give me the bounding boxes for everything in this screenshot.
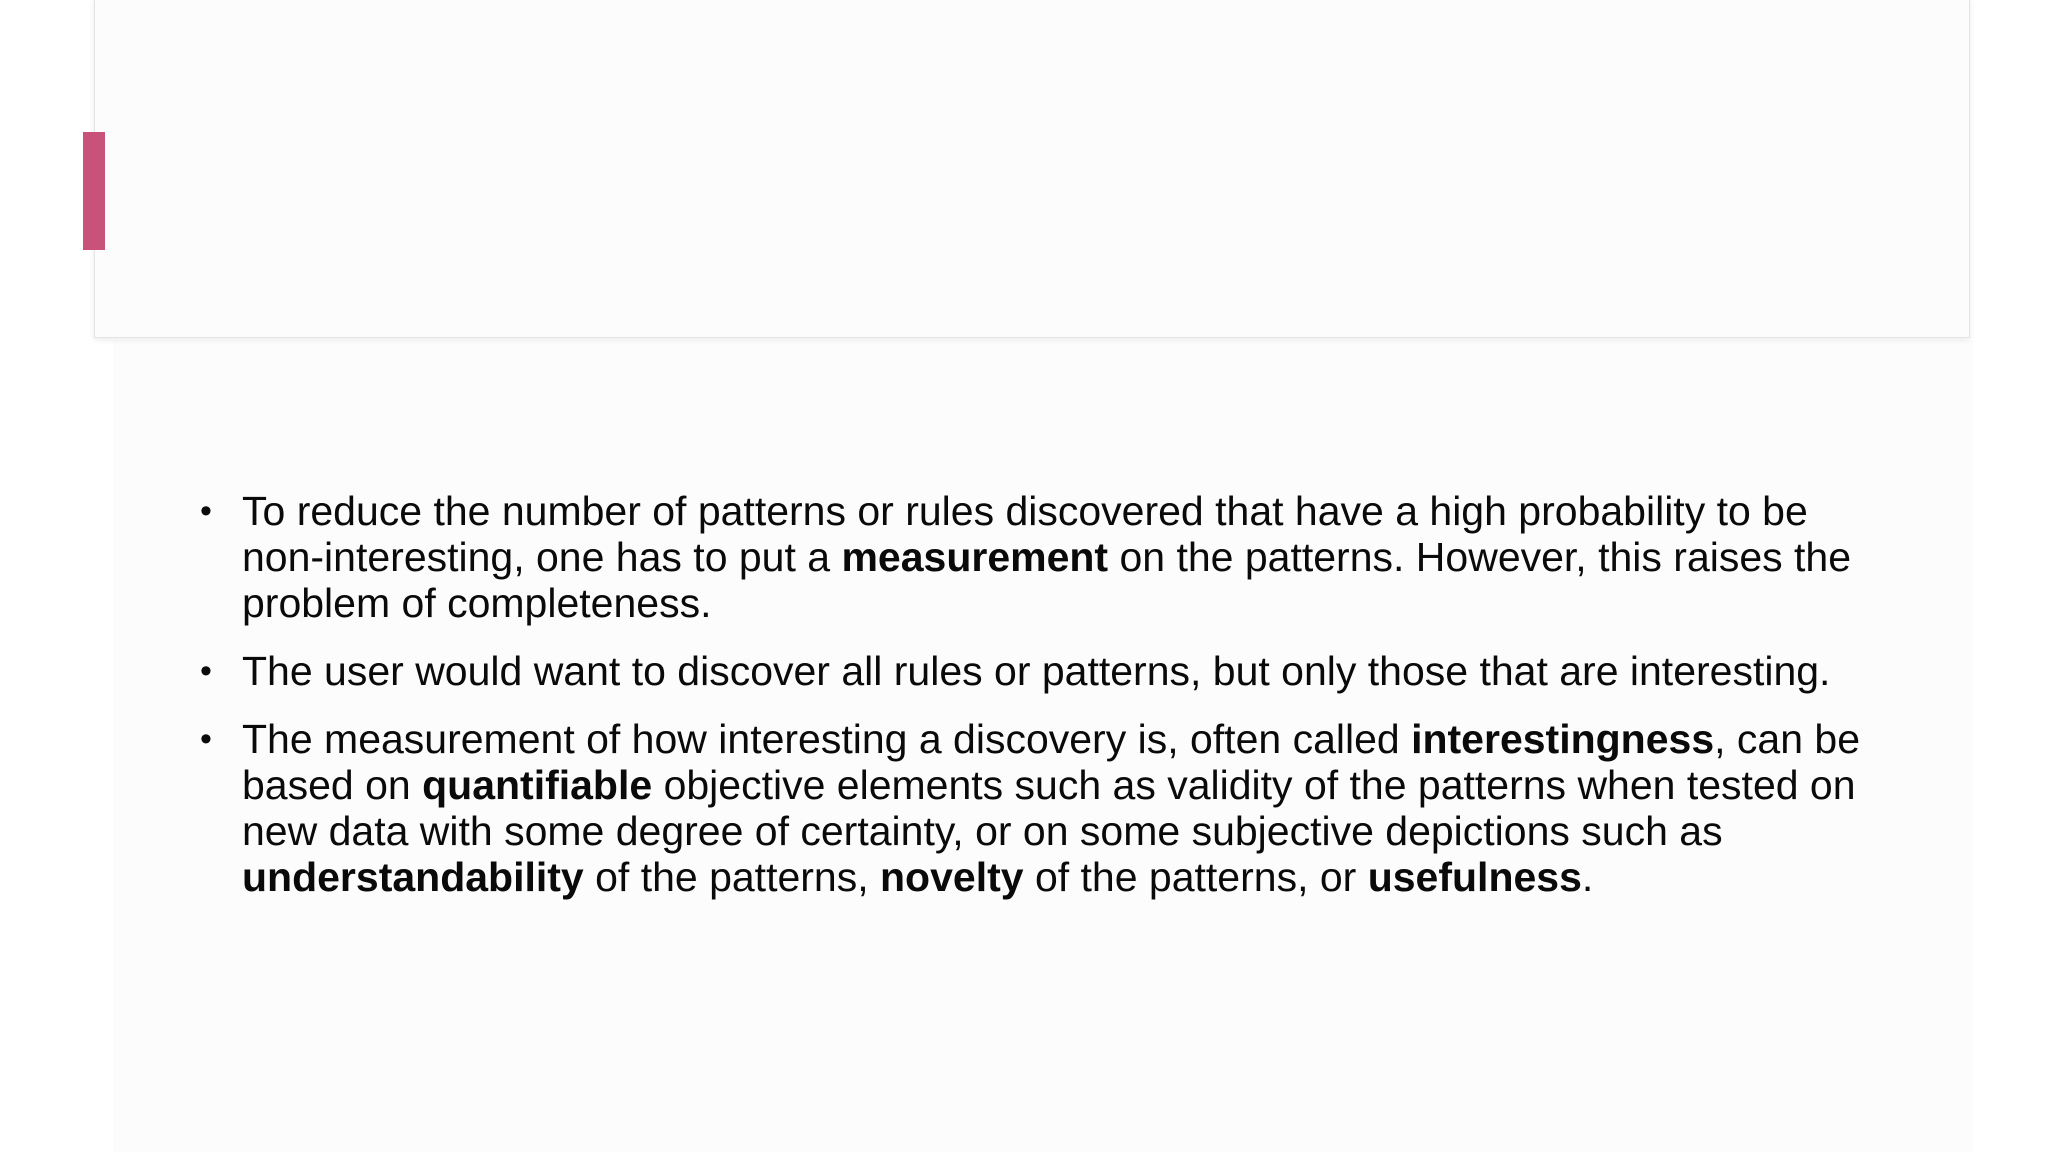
text-segment: of the patterns, (583, 854, 881, 900)
text-segment: objective elements such as validity of the patterns when tested on new data with some degree of certainty, or on some subjective depictions such as (242, 762, 1856, 854)
bullet-list (200, 488, 1900, 922)
bold-term-quantifiable: quantifiable (422, 762, 653, 808)
bold-term-interestingness: interestingness (1411, 716, 1715, 762)
bullet-item (200, 648, 1900, 694)
text-segment: on the patterns. However, this raises the problem of completeness. (242, 534, 1852, 626)
bullet-marker: • (200, 652, 212, 690)
text-segment: of the patterns, or (1023, 854, 1368, 900)
text-segment: To reduce the number of patterns or rules discovered that have a high probability to be non-interesting, one has to put a (242, 488, 1808, 580)
bullet-text (242, 716, 1860, 900)
bullet-marker: • (200, 720, 212, 758)
bullet-text (242, 648, 1830, 694)
text-segment: . (1581, 854, 1594, 900)
text-segment: The measurement of how interesting a discovery is, often called (242, 716, 1412, 762)
bullet-text (242, 488, 1851, 626)
bold-term-understandability: understandability (242, 854, 584, 900)
bullet-item (200, 488, 1900, 626)
text-segment: The user would want to discover all rules or patterns, but only those that are interesting. (242, 648, 1831, 694)
accent-bar (83, 132, 105, 250)
bullet-marker: • (200, 492, 212, 530)
bold-term-measurement: measurement (841, 534, 1109, 580)
bold-term-novelty: novelty (880, 854, 1024, 900)
bullet-item (200, 716, 1900, 900)
bold-term-usefulness: usefulness (1367, 854, 1582, 900)
title-placeholder (94, 0, 1970, 338)
text-segment: , can be based on (242, 716, 1861, 808)
